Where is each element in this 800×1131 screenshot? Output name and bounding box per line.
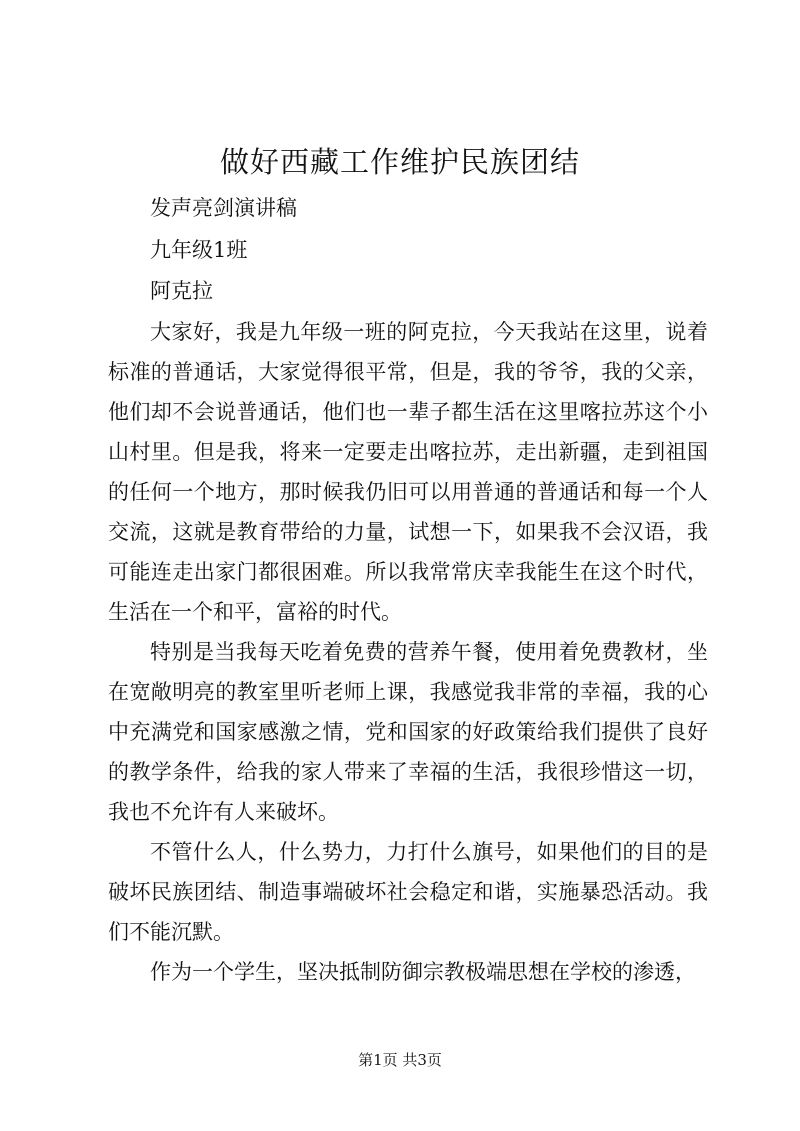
body-paragraph-3: 不管什么人，什么势力，力打什么旗号，如果他们的目的是破坏民族团结、制造事端破坏社会稳定和谐，实施暴恐活动。我们不能沉默。: [108, 840, 708, 944]
body-paragraph-1: 大家好，我是九年级一班的阿克拉，今天我站在这里，说着标准的普通话，大家觉得很平常，但是，我的爷爷，我的父亲，他们却不会说普通话，他们也一辈子都生活在这里喀拉苏这个小山村里。但是我，将来一定要走出喀拉苏，走出新疆，走到祖国的任何一个地方，那时候我仍旧可以用普通的普通话和每一个人交流，这就是教育带给的力量，试想一下，如果我不会汉语，我可能连走出家门都很困难。所以我常常庆幸我能生在这个时代，生活在一个和平，富裕的时代。: [108, 320, 708, 624]
page-footer: 第1页 共3页: [358, 1051, 442, 1069]
document-title: 做好西藏工作维护民族团结: [219, 145, 580, 179]
body-paragraph-2: 特别是当我每天吃着免费的营养午餐，使用着免费教材，坐在宽敞明亮的教室里听老师上课，我感觉我非常的幸福，我的心中充满党和国家感激之情，党和国家的好政策给我们提供了良好的教学条件，给我的家人带来了幸福的生活，我很珍惜这一切，我也不允许有人来破坏。: [108, 640, 708, 824]
speech-type-line: 发声亮剑演讲稿: [150, 196, 297, 220]
author-line: 阿克拉: [150, 279, 213, 303]
body-paragraph-4: 作为一个学生，坚决抵制防御宗教极端思想在学校的渗透，: [150, 960, 696, 984]
document-body: [108, 312, 708, 992]
class-line: 九年级1班: [150, 238, 248, 262]
